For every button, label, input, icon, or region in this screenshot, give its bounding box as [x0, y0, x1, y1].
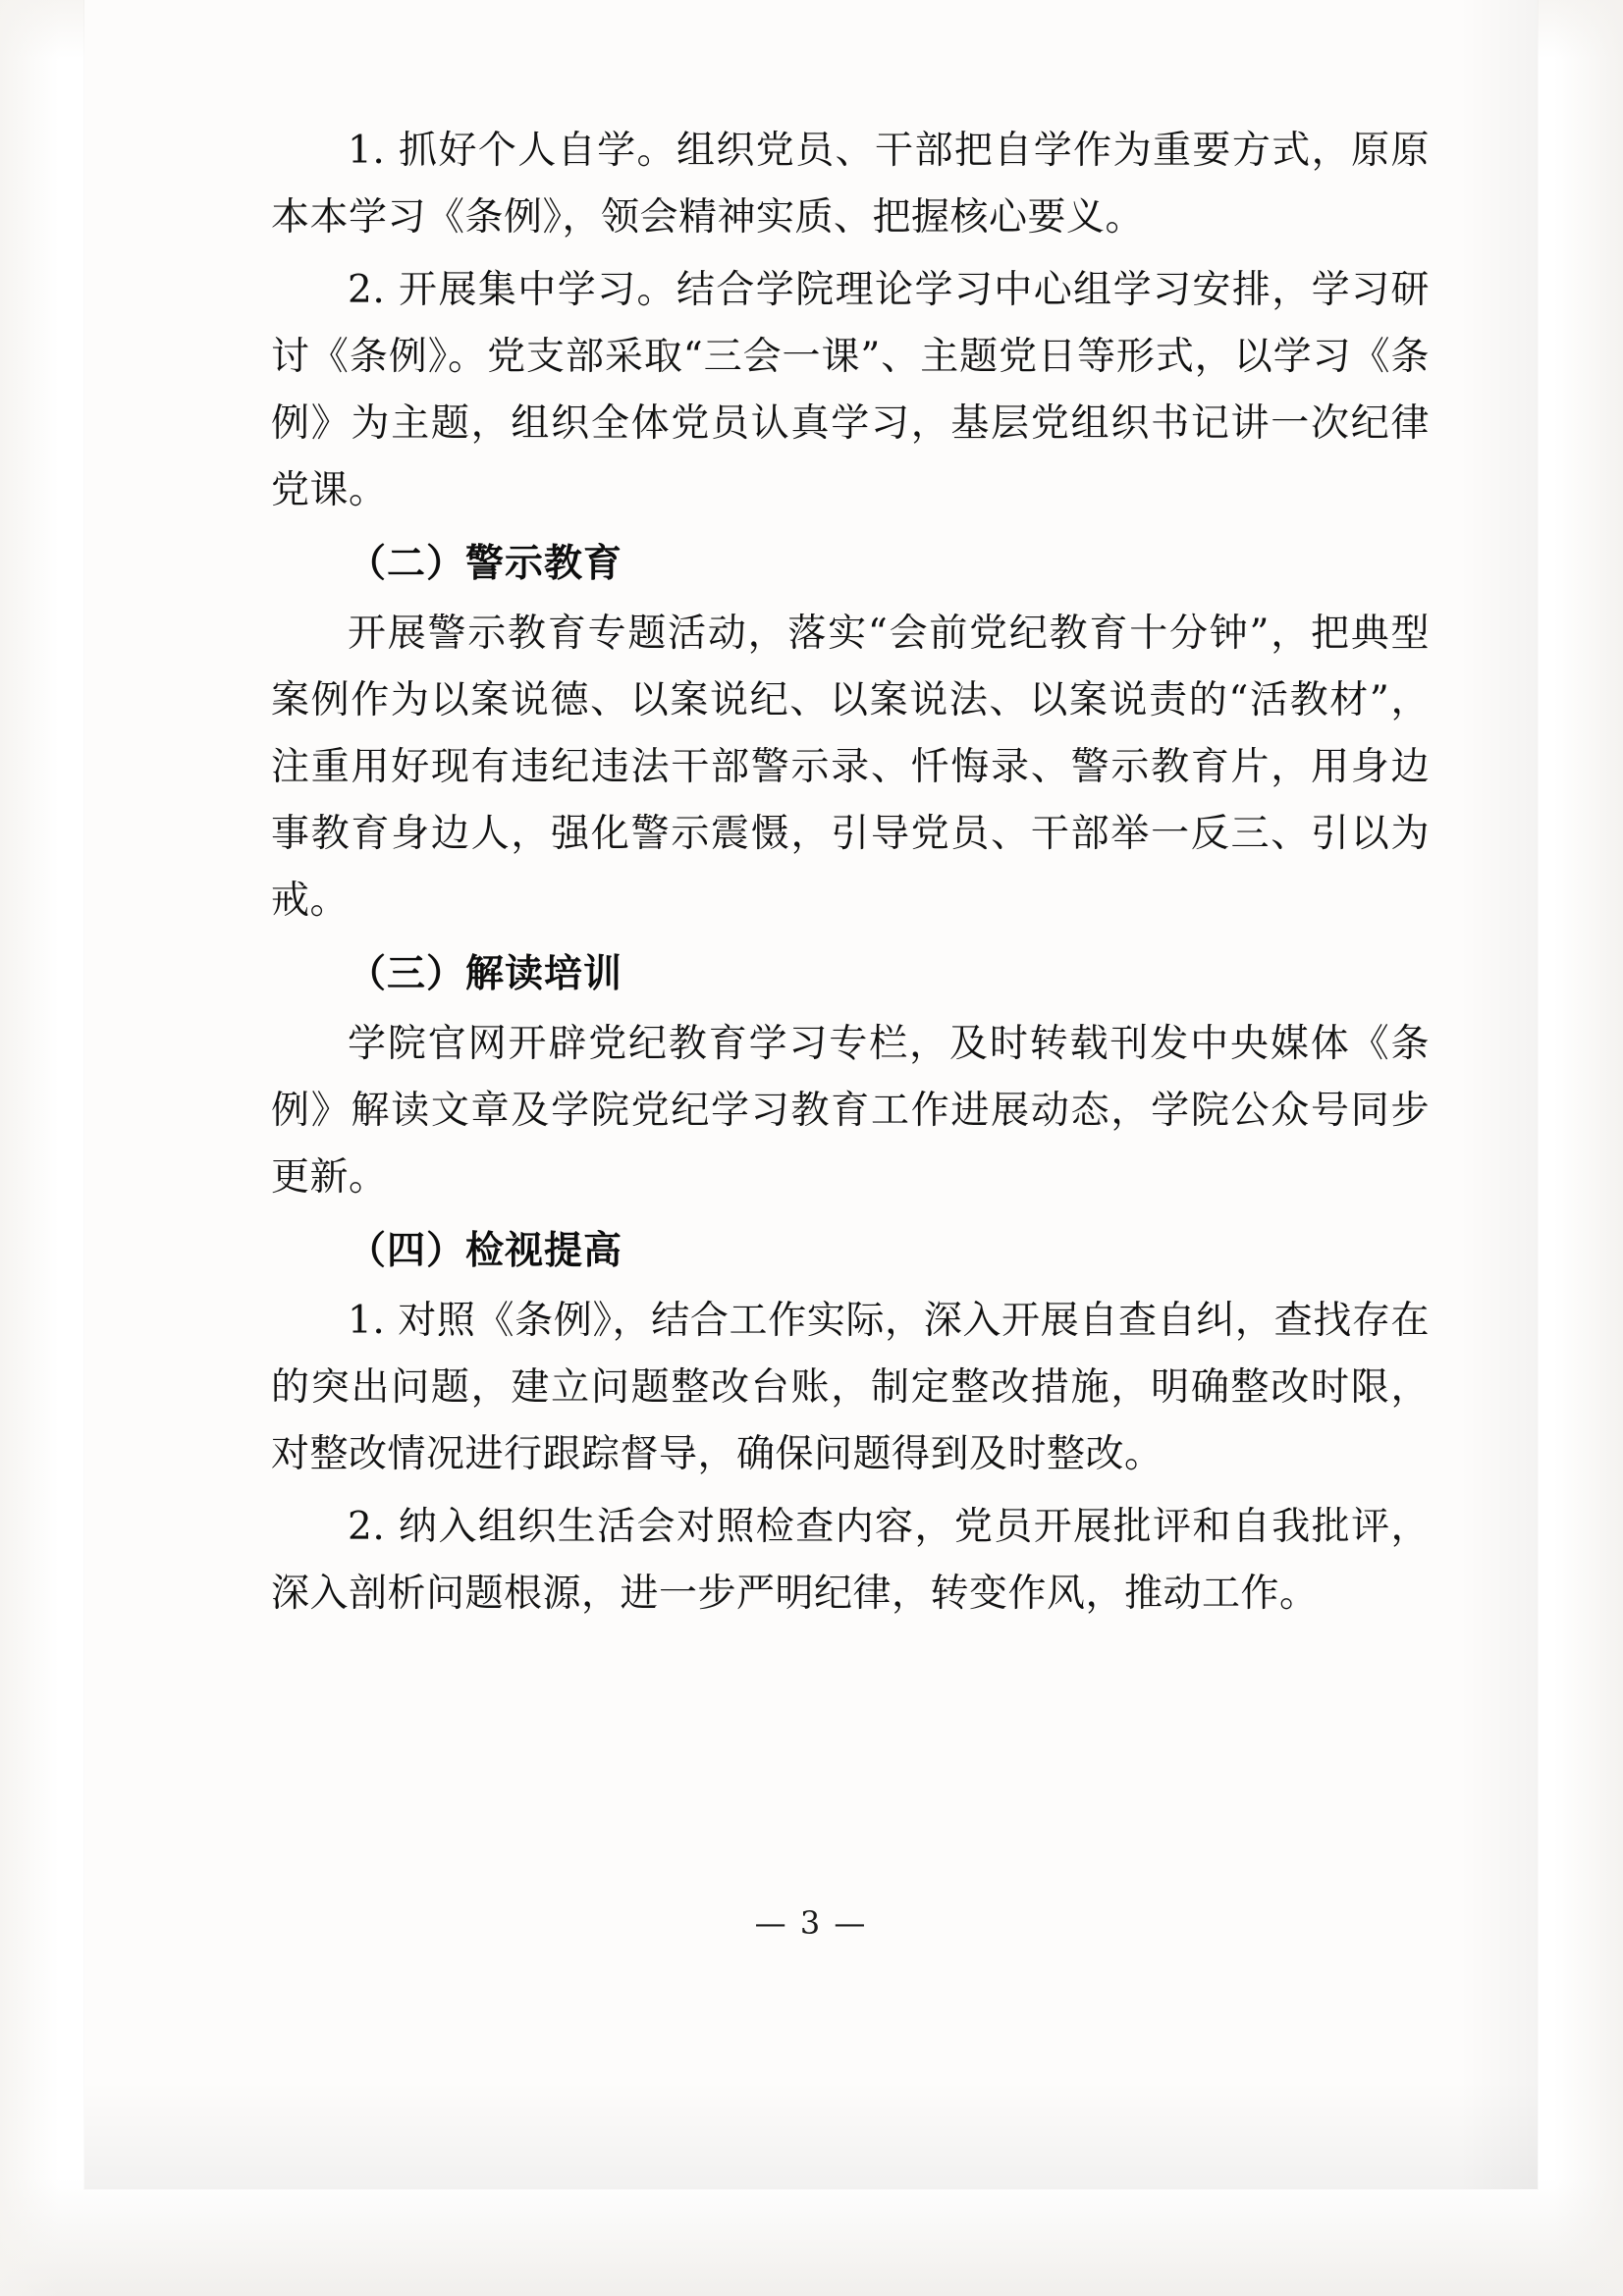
page-right-shadow [1459, 0, 1538, 2189]
paragraph-criticism-self-criticism: 2. 纳入组织生活会对照检查内容，党员开展批评和自我批评，深入剖析问题根源，进一步严明纪律，转变作风，推动工作。 [271, 1505, 1430, 1616]
paragraph-group-study: 2. 开展集中学习。结合学院理论学习中心组学习安排，学习研讨《条例》。党支部采取“三会一课”、主题党日等形式，以学习《条例》为主题，组织全体党员认真学习，基层党组织书记讲一次纪律党课。 [271, 268, 1430, 512]
page-number: — 3 — [754, 1904, 868, 1942]
paragraph-personal-study: 1. 抓好个人自学。组织党员、干部把自学作为重要方式，原原本本学习《条例》，领会精神实质、把握核心要义。 [271, 129, 1430, 240]
section-heading-warning-education: （二）警示教育 [348, 541, 623, 586]
paper-sheet [84, 0, 1538, 2189]
section-heading-interpretation-training: （三）解读培训 [348, 951, 623, 996]
paragraph-warning-education: 开展警示教育专题活动，落实“会前党纪教育十分钟”，把典型案例作为以案说德、以案说纪、以案说法、以案说责的“活教材”，注重用好现有违纪违法干部警示录、忏悔录、警示教育片，用身边事教育身边人，强化警示震慑，引导党员、干部举一反三、引以为戒。 [271, 612, 1430, 923]
paragraph-self-inspection: 1. 对照《条例》，结合工作实际，深入开展自查自纠，查找存在的突出问题，建立问题整改台账，制定整改措施，明确整改时限，对整改情况进行跟踪督导，确保问题得到及时整改。 [271, 1299, 1430, 1476]
document-body [271, 118, 1430, 1633]
page-bottom-shadow [84, 2081, 1538, 2189]
section-heading-review-improvement: （四）检视提高 [348, 1228, 623, 1273]
paragraph-interpretation-training: 学院官网开辟党纪教育学习专栏，及时转载刊发中央媒体《条例》解读文章及学院党纪学习教育工作进展动态，学院公众号同步更新。 [271, 1022, 1430, 1200]
